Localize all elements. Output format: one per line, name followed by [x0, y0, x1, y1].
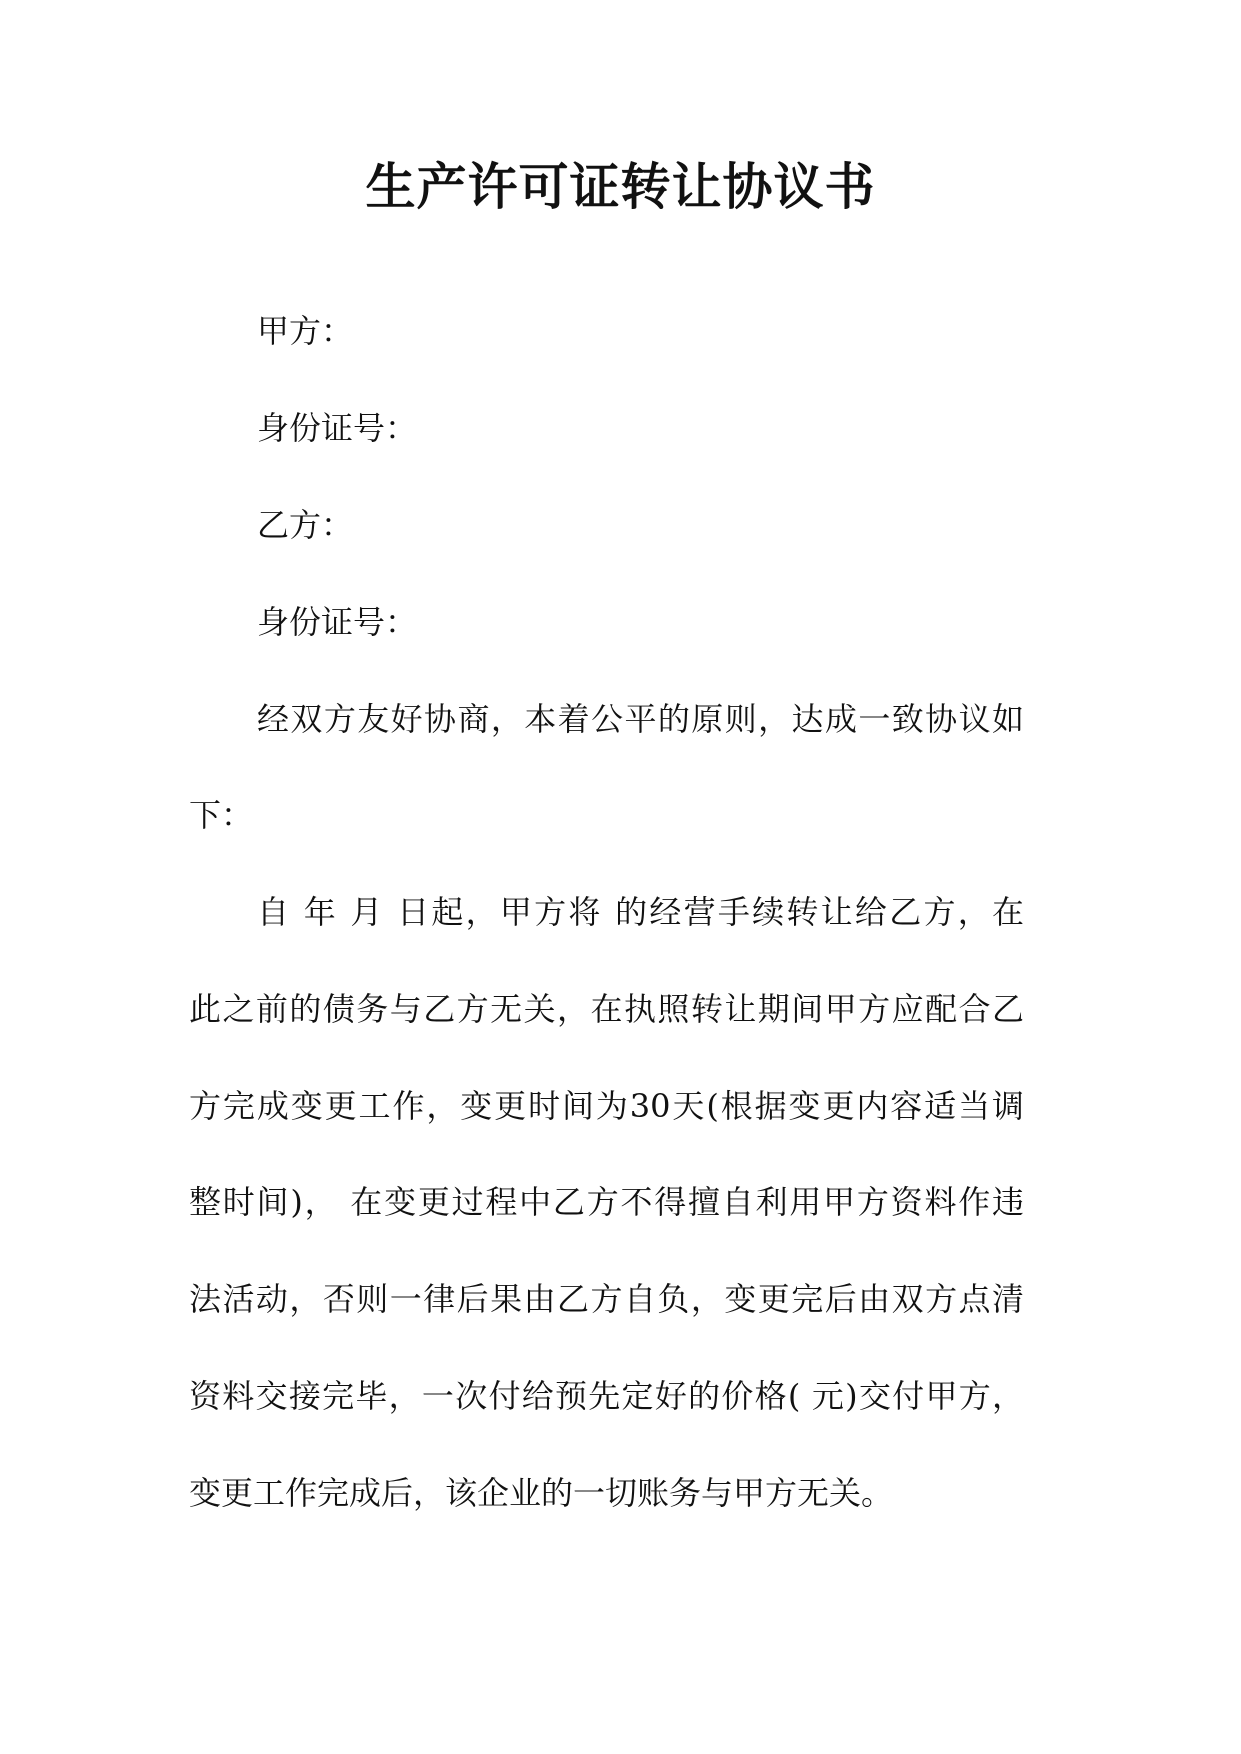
clause-line-5: 法活动，否则一律后果由乙方自负，变更完后由双方点清: [189, 1280, 1024, 1318]
document-title: 生产许可证转让协议书: [365, 157, 876, 216]
clause-line-4: 整时间)， 在变更过程中乙方不得擅自利用甲方资料作违: [189, 1183, 1024, 1221]
party-a-label: 甲方：: [257, 312, 354, 350]
clause-line-3: 方完成变更工作，变更时间为30天(根据变更内容适当调: [189, 1087, 1024, 1125]
clause-line-1: 自 年 月 日起，甲方将 的经营手续转让给乙方，在: [257, 893, 1024, 931]
clause-line-6: 资料交接完毕，一次付给预先定好的价格( 元)交付甲方，: [189, 1377, 1024, 1415]
clause-line-2: 此之前的债务与乙方无关，在执照转让期间甲方应配合乙: [189, 990, 1024, 1028]
intro-line-1: 经双方友好协商，本着公平的原则，达成一致协议如: [257, 700, 1024, 738]
clause-line-7: 变更工作完成后，该企业的一切账务与甲方无关。: [189, 1474, 894, 1512]
party-b-id-label: 身份证号：: [257, 603, 418, 641]
intro-line-2: 下：: [189, 796, 254, 834]
party-b-label: 乙方：: [257, 506, 354, 544]
party-a-id-label: 身份证号：: [257, 409, 418, 447]
